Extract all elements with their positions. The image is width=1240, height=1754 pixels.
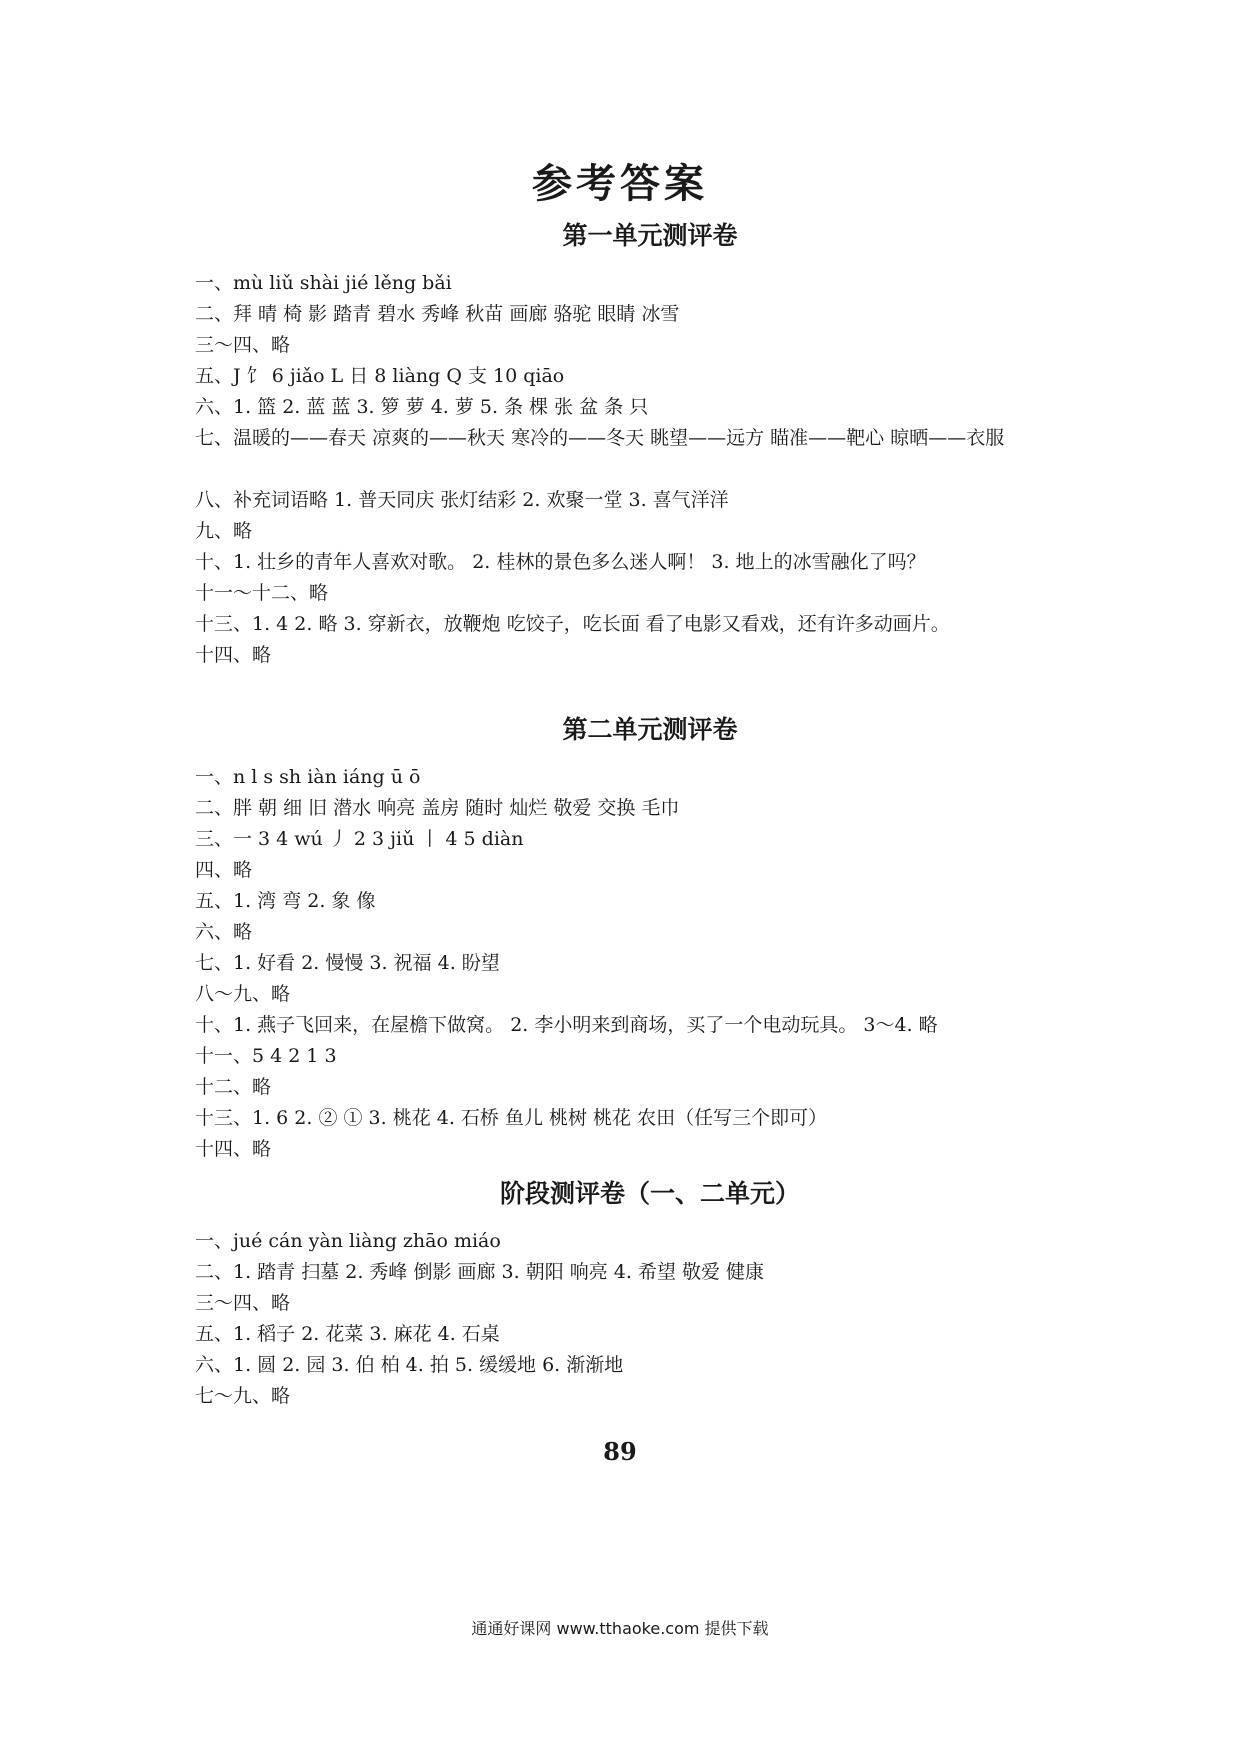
- answer-line: 四、略: [195, 859, 253, 881]
- answer-line: 六、1. 圆 2. 园 3. 伯 柏 4. 拍 5. 缓缓地 6. 渐渐地: [195, 1354, 624, 1376]
- section-title: 第一单元测评卷: [562, 221, 738, 250]
- answer-line: 八、补充词语略 1. 普天同庆 张灯结彩 2. 欢聚一堂 3. 喜气洋洋: [195, 489, 729, 511]
- answer-line: 九、略: [195, 520, 253, 542]
- answer-line: 七～九、略: [195, 1385, 291, 1407]
- answer-line: 六、1. 篮 2. 蓝 蓝 3. 箩 萝 4. 萝 5. 条 棵 张 盆 条 只: [195, 396, 649, 418]
- section-title: 第二单元测评卷: [562, 715, 738, 744]
- page-title: 参考答案: [532, 160, 708, 207]
- answer-line: 十、1. 燕子飞回来，在屋檐下做窝。 2. 李小明来到商场，买了一个电动玩具。 3～4. 略: [195, 1014, 938, 1036]
- answer-line: 三～四、略: [195, 334, 291, 356]
- answer-line: 十四、略: [195, 644, 272, 666]
- unit-2-section: [195, 710, 1105, 1165]
- answer-line: 十一、5 4 2 1 3: [195, 1045, 337, 1067]
- footer-watermark: 通通好课网 www.tthaoke.com 提供下载: [471, 1619, 769, 1638]
- answer-line: 一、n l s sh iàn iáng ū ō: [195, 766, 421, 788]
- answer-line: 六、略: [195, 921, 253, 943]
- answer-line: 二、胖 朝 细 旧 潜水 响亮 盖房 随时 灿烂 敬爱 交换 毛巾: [195, 797, 680, 819]
- answer-line: 七、温暖的——春天 凉爽的——秋天 寒冷的——冬天 眺望——远方 瞄准——靶心 晾晒——衣服: [195, 427, 1005, 449]
- stage-test-section: [195, 1174, 1105, 1412]
- answer-line: 一、mù liǔ shài jié lěng bǎi: [195, 272, 452, 294]
- answer-line: 十三、1. 4 2. 略 3. 穿新衣，放鞭炮 吃饺子，吃长面 看了电影又看戏，还有许多动画片。: [195, 613, 950, 635]
- answer-line: 二、1. 踏青 扫墓 2. 秀峰 倒影 画廊 3. 朝阳 响亮 4. 希望 敬爱 健康: [195, 1261, 765, 1283]
- answer-line: 七、1. 好看 2. 慢慢 3. 祝福 4. 盼望: [195, 952, 500, 974]
- unit-1-section: [195, 216, 1105, 671]
- answer-line: 十三、1. 6 2. ② ① 3. 桃花 4. 石桥 鱼儿 桃树 桃花 农田（任写三个即可）: [195, 1107, 828, 1129]
- answer-line: 五、1. 湾 弯 2. 象 像: [195, 890, 376, 912]
- answer-line: 十、1. 壮乡的青年人喜欢对歌。 2. 桂林的景色多么迷人啊！ 3. 地上的冰雪融化了吗？: [195, 551, 926, 573]
- answer-line: 二、拜 晴 椅 影 踏青 碧水 秀峰 秋苗 画廊 骆驼 眼睛 冰雪: [195, 303, 680, 325]
- answer-line: 五、1. 稻子 2. 花菜 3. 麻花 4. 石桌: [195, 1323, 500, 1345]
- answer-line: 十四、略: [195, 1138, 272, 1160]
- answer-line: 三、一 3 4 wú 丿 2 3 jiǔ 丨 4 5 diàn: [195, 828, 524, 850]
- answer-line: 十二、略: [195, 1076, 272, 1098]
- section-title: 阶段测评卷（一、二单元）: [499, 1179, 800, 1208]
- answer-line: 一、jué cán yàn liàng zhāo miáo: [195, 1230, 501, 1252]
- answer-line: 三～四、略: [195, 1292, 291, 1314]
- answer-line: 八～九、略: [195, 983, 291, 1005]
- answer-line: 五、J 饣 6 jiǎo L 日 8 liàng Q 支 10 qiāo: [195, 365, 565, 387]
- answer-line: 十一～十二、略: [195, 582, 329, 604]
- page-number: 89: [603, 1437, 637, 1466]
